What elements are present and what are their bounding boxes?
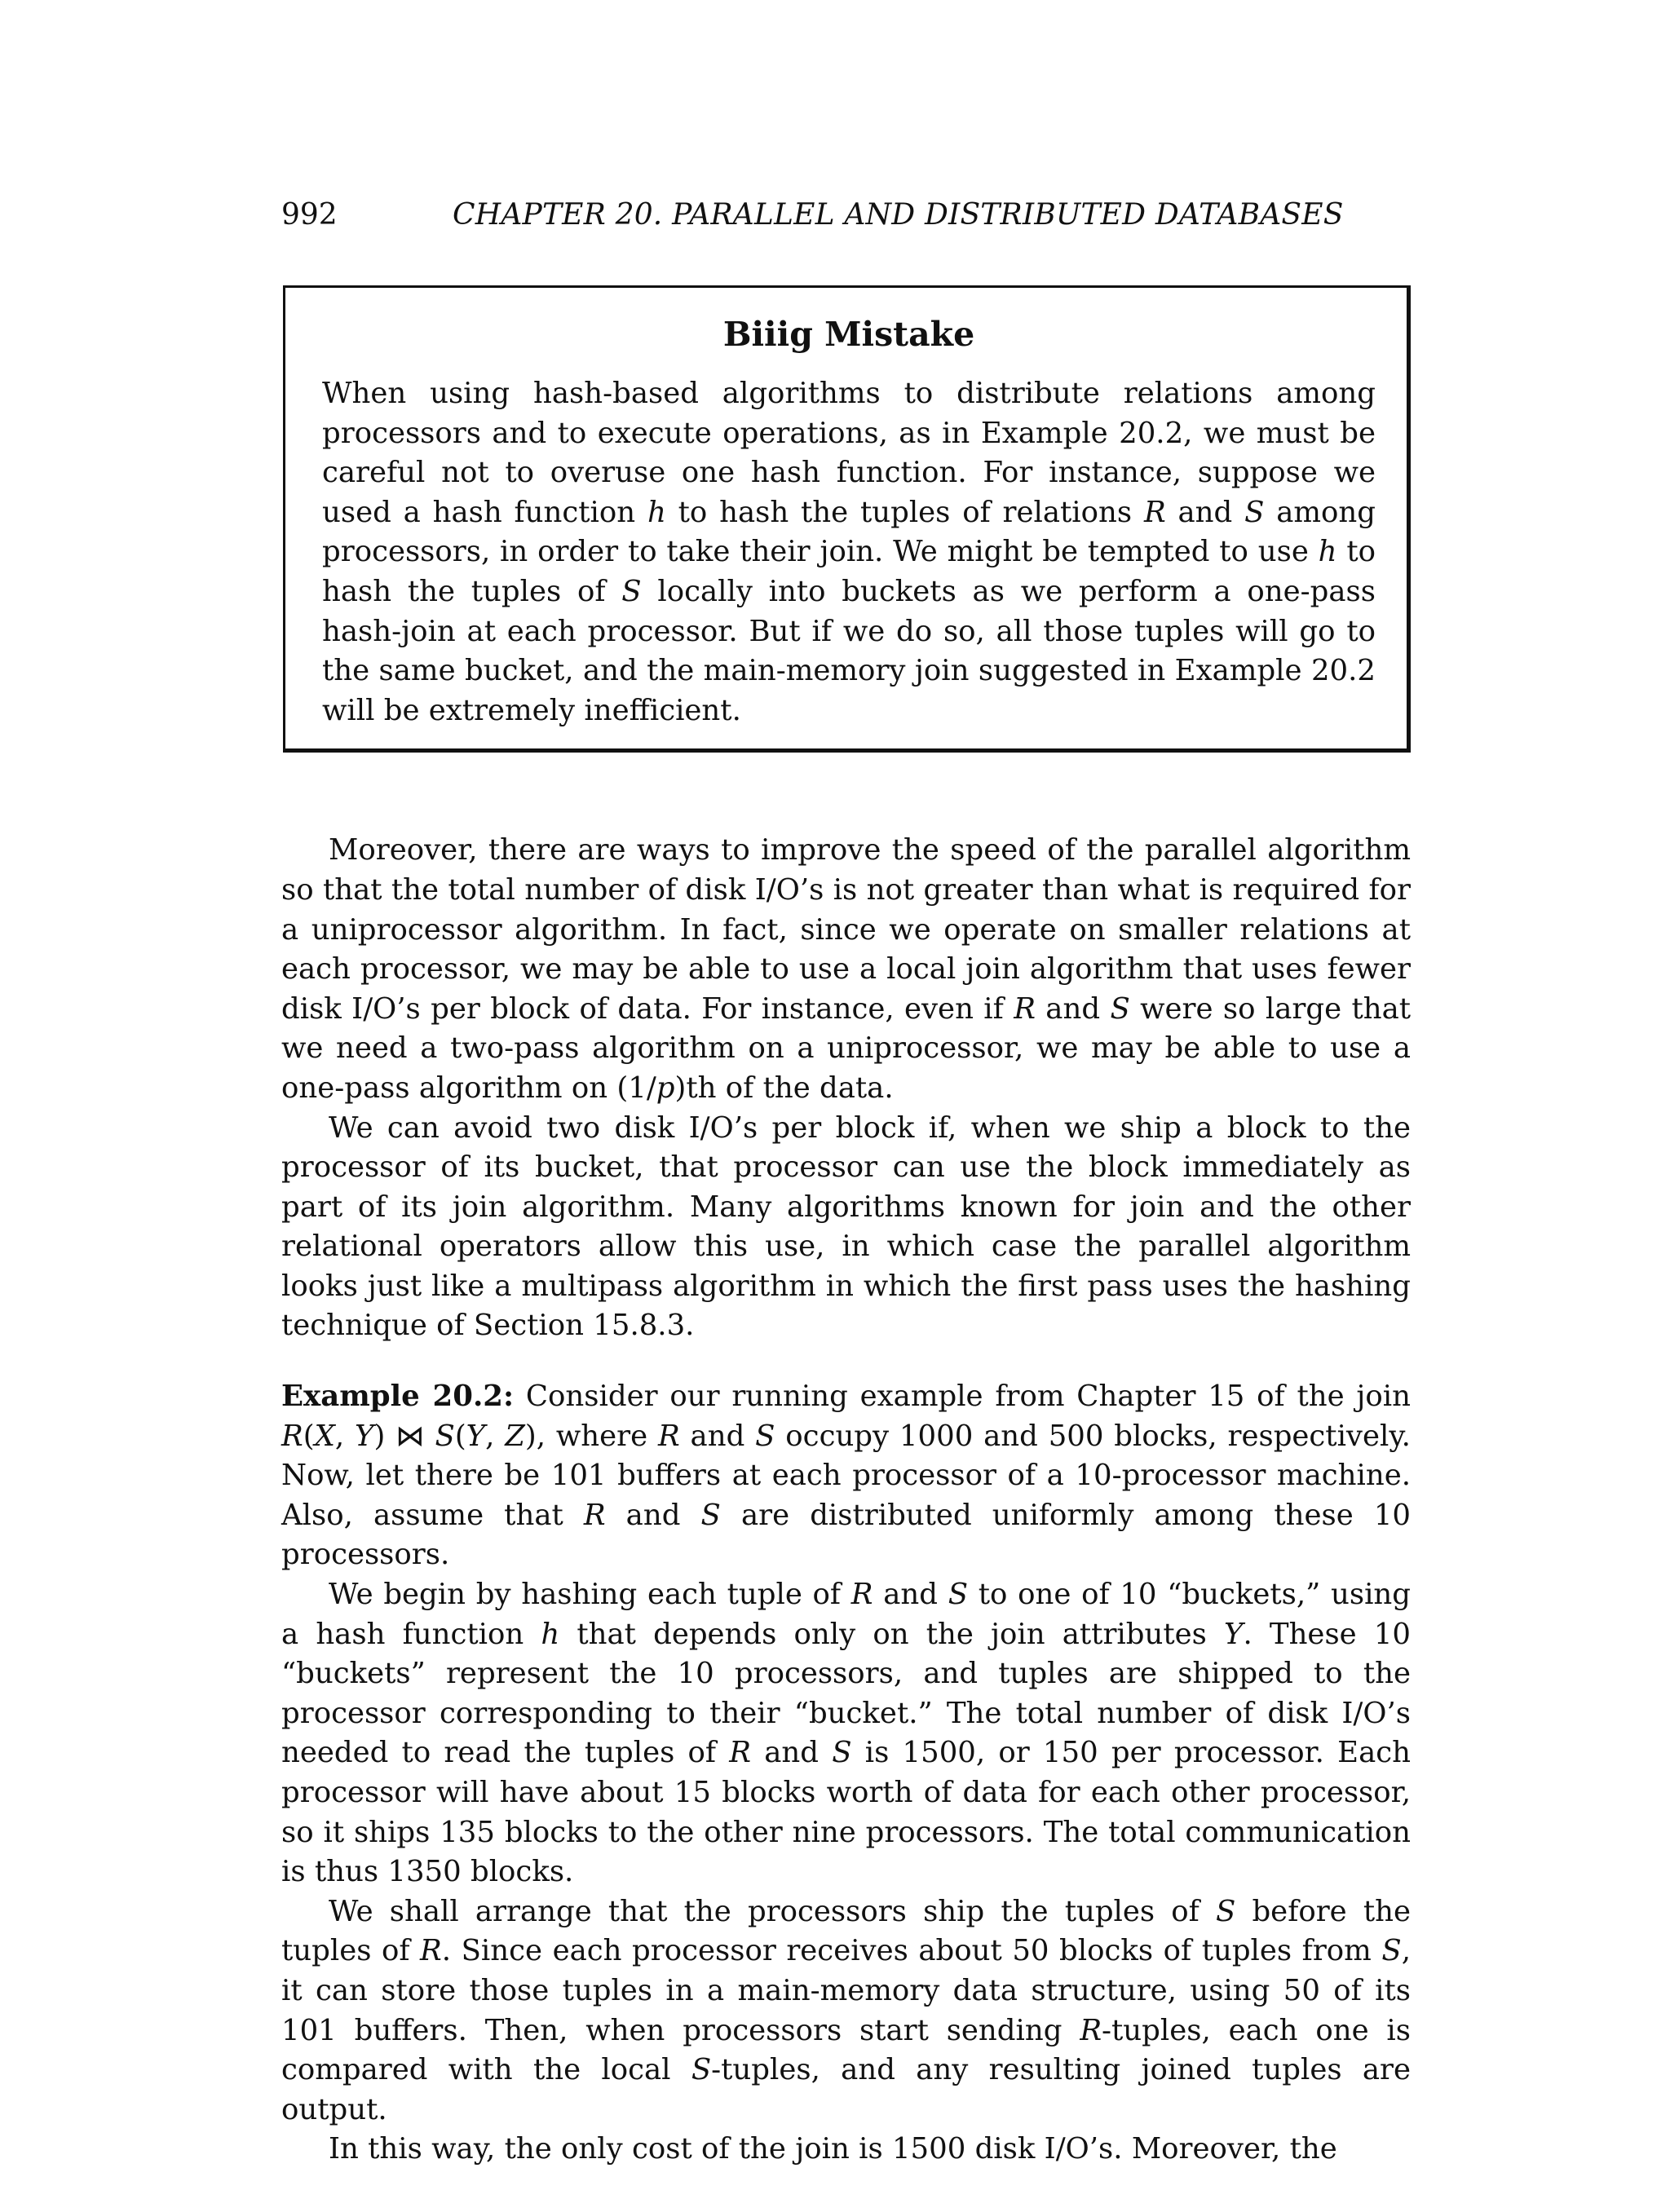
sidebar-box	[283, 285, 1411, 753]
example-label: Example 20.2:	[281, 1380, 515, 1414]
page	[281, 196, 1411, 2170]
body-text	[281, 831, 1411, 2170]
running-header	[281, 196, 1411, 235]
paragraph-2: We can avoid two disk I/O’s per block if, when we ship a block to the processor of its bucket, that processor can use the block immediately as part of its join algorithm. Many algorithms known for join and the other relational operators allow this use, in which case the parallel algorithm looks just like a multipass algorithm in which the first pass uses the hashing technique of Section 15.8.3.	[281, 1110, 1411, 1343]
page-number: 992	[281, 198, 338, 232]
paragraph-5: In this way, the only cost of the join is 1500 disk I/O’s. Moreover, the	[329, 2132, 1337, 2166]
sidebar-text: When using hash-based algorithms to distribute relations among processors and to execute operations, as in Example 20.2, we must be careful not to overuse one hash function. For instance, suppose we used a hash function h to hash the tuples of relations R and S among processors, in order to take their join. We might be tempted to use h to hash the tuples of S locally into buckets as we perform a one-pass hash-join at each processor. But if we do so, all those tuples will go to the same bucket, and the main-memory join suggested in Example 20.2 will be extremely inefficient.	[322, 377, 1376, 727]
paragraph-1: Moreover, there are ways to improve the speed of the parallel algorithm so that the total number of disk I/O’s is not greater than what is required for a uniprocessor algorithm. In fact, since we operate on smaller relations at each processor, we may be able to use a local join algorithm that uses fewer disk I/O’s per block of data. For instance, even if R and S were so large that we need a two-pass algorithm on a uniprocessor, we may be able to use a one-pass algorithm on (1/p)th of the data.	[281, 833, 1412, 1105]
paragraph-3: We begin by hashing each tuple of R and S to one of 10 “buckets,” using a hash function h that depends only on the join attributes Y. These 10 “buckets” represent the 10 processors, and tuples are shipped to the processor corresponding to their “bucket.” The total number of disk I/O’s needed to read the tuples of R and S is 1500, or 150 per processor. Each processor will have about 15 blocks worth of data for each other processor, so it ships 135 blocks to the other nine processors. The total communication is thus 1350 blocks.	[281, 1578, 1412, 1889]
join-expression: R(X, Y) ⋈ S(Y, Z)	[281, 1419, 537, 1453]
sidebar-title: Biiig Mistake	[722, 315, 975, 354]
example-20-2: Example 20.2: Consider our running example from Chapter 15 of the join R(X, Y) ⋈ S(Y, Z), where R and S occupy 1000 and 500 blocks, respectively. Now, let there be 101 buffers at each processor of a 10-processor machine. Also, assume that R and S are distributed uniformly among these 10 processors.	[281, 1380, 1411, 1572]
natural-join-symbol: ⋈	[385, 1419, 435, 1453]
running-title: CHAPTER 20. PARALLEL AND DISTRIBUTED DATABASES	[453, 198, 1344, 232]
paragraph-4: We shall arrange that the processors ship the tuples of S before the tuples of R. Since each processor receives about 50 blocks of tuples from S, it can store those tuples in a main-memory data structure, using 50 of its 101 buffers. Then, when processors start sending R-tuples, each one is compared with the local S-tuples, and any resulting joined tuples are output.	[281, 1894, 1411, 2126]
